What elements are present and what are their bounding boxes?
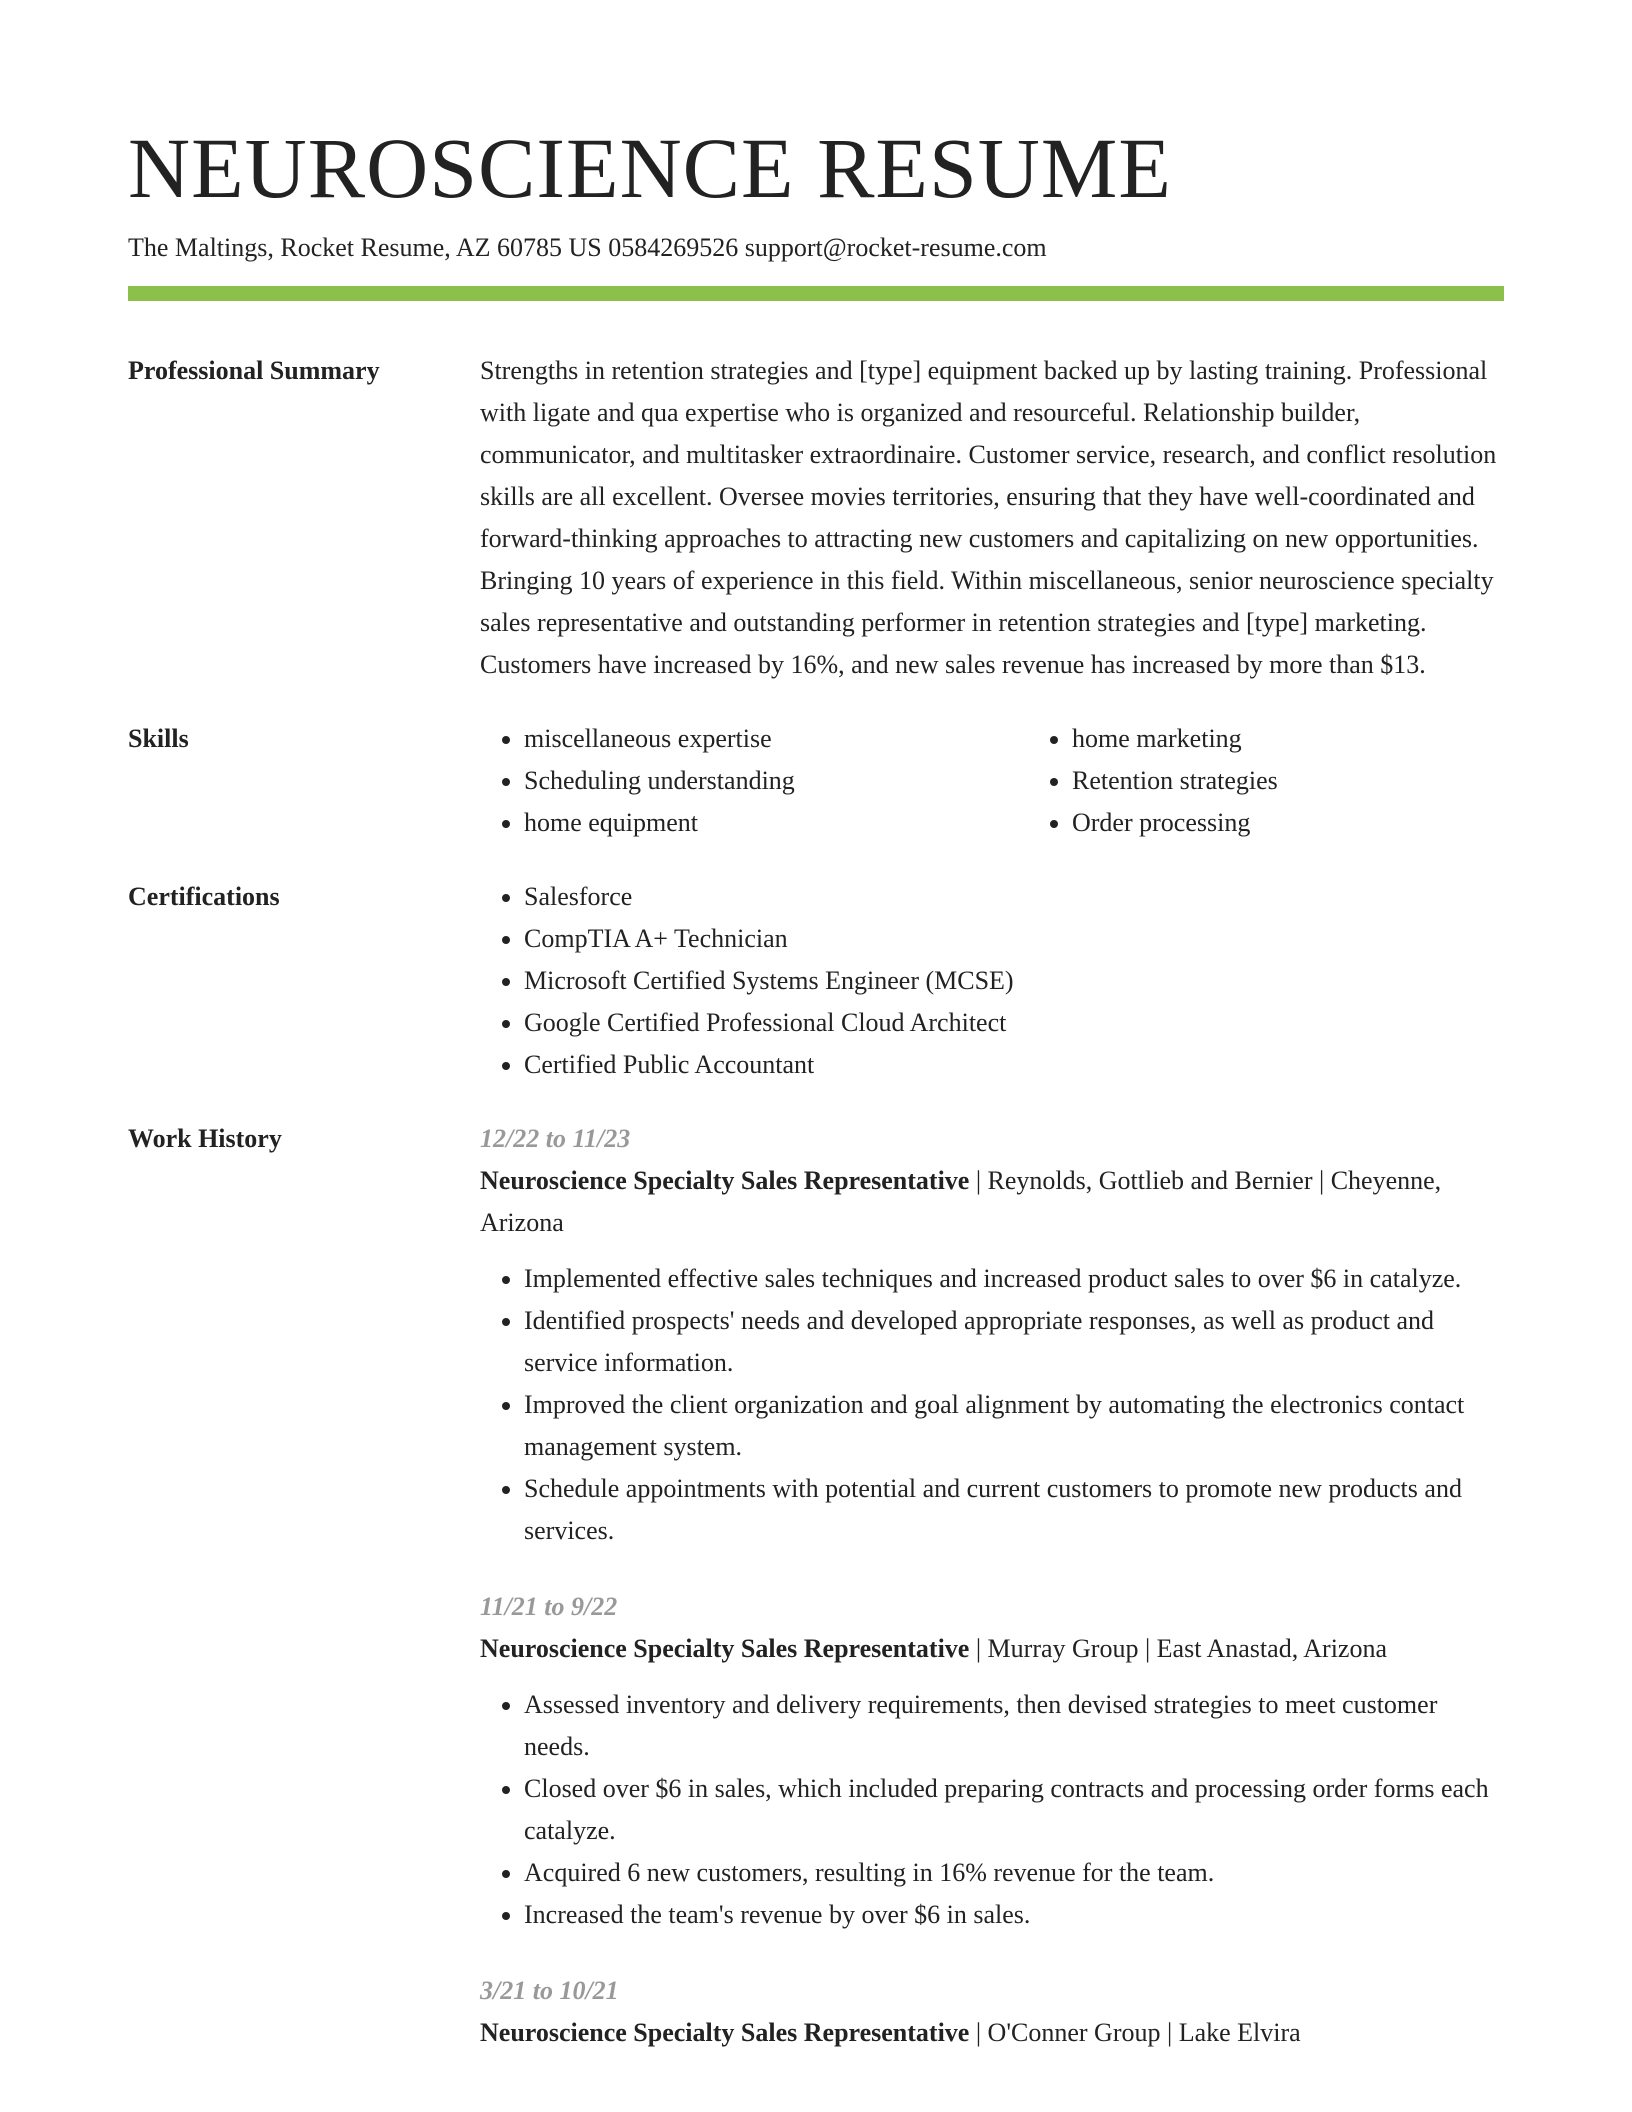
job-bullet: • Acquired 6 new customers, resulting in 16% revenue for the team. bbox=[524, 1852, 1504, 1894]
job-bullet: • Identified prospects' needs and developed appropriate responses, as well as product and service information. bbox=[524, 1300, 1504, 1384]
job-heading bbox=[480, 2012, 1504, 2054]
skill-item: • miscellaneous expertise bbox=[524, 718, 1028, 760]
skill-item: • home equipment bbox=[524, 802, 1028, 844]
resume-title: NEUROSCIENCE RESUME bbox=[128, 120, 1172, 216]
job-dates: 11/21 to 9/22 bbox=[480, 1592, 618, 1621]
job-dates: 12/22 to 11/23 bbox=[480, 1124, 631, 1153]
certification-item: • CompTIA A+ Technician bbox=[524, 918, 1504, 960]
skills-grid bbox=[480, 718, 1576, 844]
skills-heading: Skills bbox=[128, 724, 189, 753]
job-heading bbox=[480, 1628, 1504, 1670]
skill-item: • Retention strategies bbox=[1072, 760, 1576, 802]
job-title: Neuroscience Specialty Sales Representative bbox=[480, 2018, 970, 2047]
work-history-heading: Work History bbox=[128, 1124, 282, 1153]
certifications-heading: Certifications bbox=[128, 882, 280, 911]
header-divider bbox=[128, 286, 1504, 301]
work-history-section bbox=[128, 1118, 1504, 2088]
skill-item: • home marketing bbox=[1072, 718, 1576, 760]
job-bullet: • Increased the team's revenue by over $6 in sales. bbox=[524, 1894, 1504, 1936]
job-bullet: • Schedule appointments with potential and current customers to promote new products and services. bbox=[524, 1468, 1504, 1552]
contact-info: The Maltings, Rocket Resume, AZ 60785 US 0584269526 support@rocket-resume.com bbox=[128, 233, 1047, 262]
summary-section bbox=[128, 350, 1504, 686]
job-employer-location: | Reynolds, Gottlieb and Bernier | Cheyenne, Arizona bbox=[480, 1166, 1442, 1237]
resume-header bbox=[128, 118, 1504, 266]
job-bullets bbox=[480, 1258, 1504, 1552]
job-bullet: • Assessed inventory and delivery requirements, then devised strategies to meet customer needs. bbox=[524, 1684, 1504, 1768]
job-employer-location: | Murray Group | East Anastad, Arizona bbox=[969, 1634, 1387, 1663]
job-entry bbox=[480, 1586, 1504, 1936]
certifications-list bbox=[480, 876, 1504, 1086]
job-bullet: • Closed over $6 in sales, which included preparing contracts and processing order forms each catalyze. bbox=[524, 1768, 1504, 1852]
job-entry bbox=[480, 1970, 1504, 2054]
certification-item: • Certified Public Accountant bbox=[524, 1044, 1504, 1086]
job-title: Neuroscience Specialty Sales Representative bbox=[480, 1166, 970, 1195]
certification-item: • Google Certified Professional Cloud Architect bbox=[524, 1002, 1504, 1044]
job-bullets bbox=[480, 1684, 1504, 1936]
skill-item: • Scheduling understanding bbox=[524, 760, 1028, 802]
job-dates: 3/21 to 10/21 bbox=[480, 1976, 619, 2005]
skills-section bbox=[128, 718, 1504, 844]
summary-text: Strengths in retention strategies and [type] equipment backed up by lasting training. Professional with ligate and qua expertise who is organized and resourceful. Relationship builder, communicator, and multitasker extraordinaire. Customer service, research, and conflict resolution skills are all excellent. Oversee movies territories, ensuring that they have well-coordinated and forward-thinking approaches to attracting new customers and capitalizing on new opportunities. Bringing 10 years of experience in this field. Within miscellaneous, senior neuroscience specialty sales representative and outstanding performer in retention strategies and [type] marketing. Customers have increased by 16%, and new sales revenue has increased by more than $13. bbox=[480, 356, 1497, 679]
job-entry bbox=[480, 1118, 1504, 1552]
job-heading bbox=[480, 1160, 1504, 1244]
resume-body bbox=[128, 350, 1504, 2112]
skill-item: • Order processing bbox=[1072, 802, 1576, 844]
certifications-section bbox=[128, 876, 1504, 1086]
job-bullet: • Improved the client organization and goal alignment by automating the electronics contact management system. bbox=[524, 1384, 1504, 1468]
summary-heading: Professional Summary bbox=[128, 356, 380, 385]
skills-column-2 bbox=[1028, 718, 1576, 844]
job-bullet: • Implemented effective sales techniques and increased product sales to over $6 in catalyze. bbox=[524, 1258, 1504, 1300]
skills-column-1 bbox=[480, 718, 1028, 844]
job-title: Neuroscience Specialty Sales Representative bbox=[480, 1634, 970, 1663]
job-employer-location: | O'Conner Group | Lake Elvira bbox=[969, 2018, 1301, 2047]
certification-item: • Microsoft Certified Systems Engineer (MCSE) bbox=[524, 960, 1504, 1002]
certification-item: • Salesforce bbox=[524, 876, 1504, 918]
